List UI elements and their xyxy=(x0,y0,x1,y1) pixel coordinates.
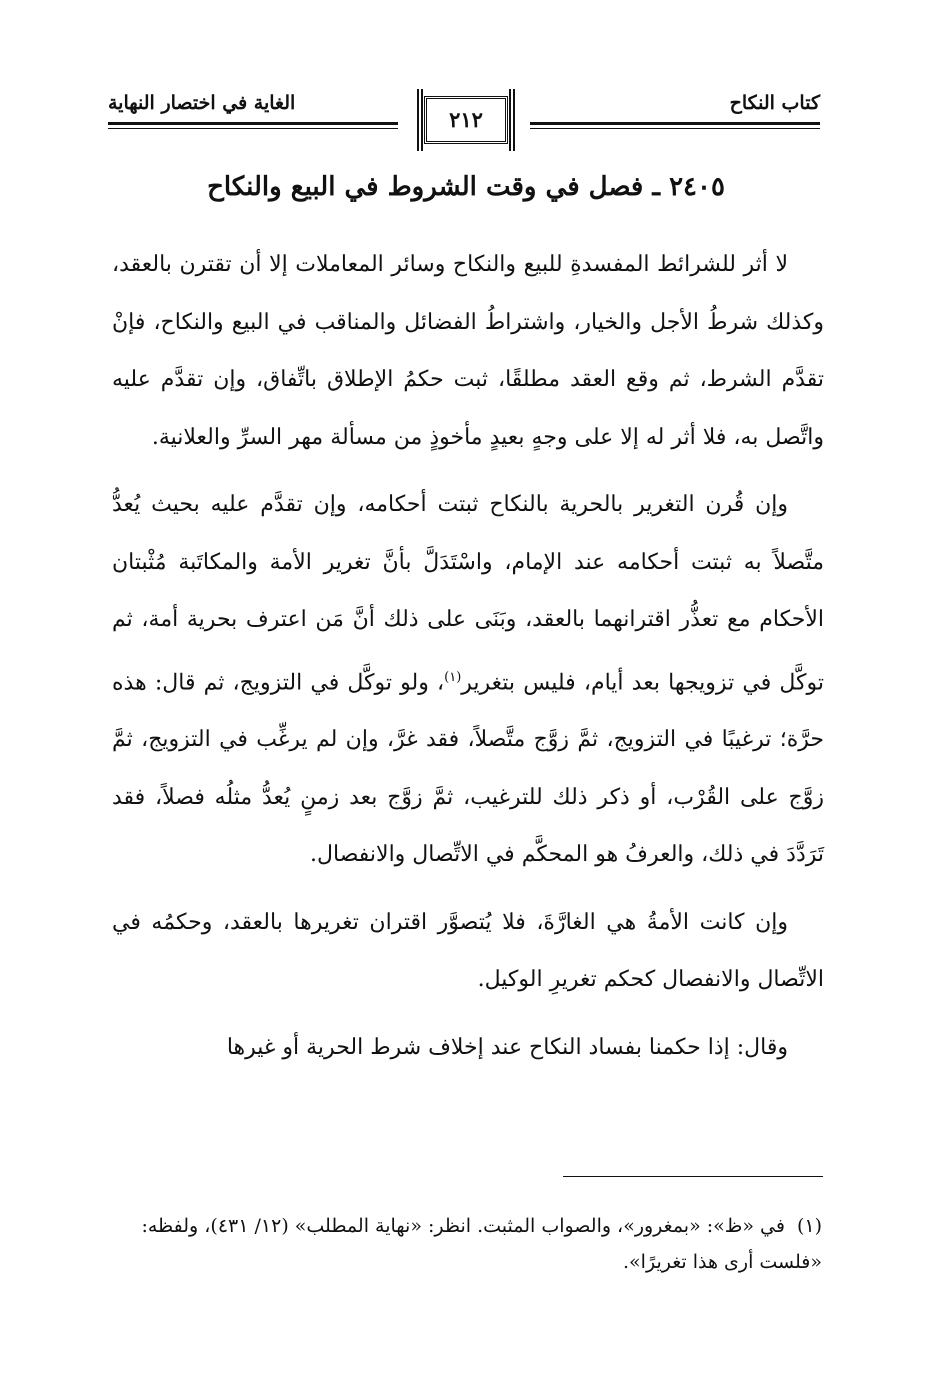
header-rule-left xyxy=(108,122,398,125)
paragraph-2-part-2: ، ولو توكَّل في التزويج، ثم قال: هذه حرَّة؛ ترغيبًا في التزويج، ثمَّ زوَّج متَّصلاً، فقد غرَّ، وإن لم يرغِّب في التزويج، ثمَّ زوَّج على القُرْب، أو ذكر ذلك للترغيب، ثمَّ زوَّج بعد زمنٍ يُعدُّ مثلُه فصلاً، فقد تَرَدَّدَ في ذلك، والعرفُ هو المحكَّم في الاتِّصال والانفصال. xyxy=(112,669,824,868)
body-text xyxy=(112,236,824,1086)
book-section-label: كتاب النكاح xyxy=(729,92,820,114)
page-number-frame xyxy=(424,96,508,144)
paragraph-3: وإن كانت الأمةُ هي الغارَّةَ، فلا يُتصوَّر اقتران تغريرها بالعقد، وحكمُه في الاتِّصال والانفصال كحكم تغريرِ الوكيل. xyxy=(112,909,824,993)
book-title-label: الغاية في اختصار النهاية xyxy=(108,92,296,114)
paragraph-2-part-1: وإن قُرن التغرير بالحرية بالنكاح ثبتت أحكامه، وإن تقدَّم عليه بحيث يُعدُّ متَّصلاً به ثبتت أحكامه عند الإمام، واسْتَدَلَّ بأنَّ تغرير الأمة والمكاتَبة مُثْبتان الأحكام مع تعذُّر اقترانهما بالعقد، وبَنَى على ذلك أنَّ مَن اعترف بحرية أمة، ثم توكَّل في تزويجها بعد أيام، فليس بتغرير xyxy=(112,492,824,695)
paragraph-4: وقال: إذا حكمنا بفساد النكاح عند إخلاف شرط الحرية أو غيرها xyxy=(226,1034,788,1060)
header-rule-right xyxy=(530,122,820,125)
section-title: ٢٤٠٥ ـ فصل في وقت الشروط في البيع والنكاح xyxy=(207,172,725,202)
footnote-divider xyxy=(563,1176,823,1177)
paragraph-2 xyxy=(112,476,824,884)
page-number: ٢١٢ xyxy=(449,107,483,132)
footnote-marker: (١) xyxy=(796,1215,822,1237)
footnote-text: في «ظ»: «بمغرور»، والصواب المثبت. انظر: «نهاية المطلب» (١٢/ ٤٣١)، ولفظه: «فلست أرى هذا تغريرًا». xyxy=(141,1215,822,1273)
footnote-reference[interactable]: (١) xyxy=(444,669,462,685)
footnote xyxy=(110,1208,822,1280)
paragraph-1: لا أثر للشرائط المفسدةِ للبيع والنكاح وسائر المعاملات إلا أن تقترن بالعقد، وكذلك شرطُ الأجل والخيار، واشتراطُ الفضائل والمناقب في البيع والنكاح، فإنْ تقدَّم الشرط، ثم وقع العقد مطلقًا، ثبت حكمُ الإطلاق باتِّفاق، وإن تقدَّم عليه واتَّصل به، فلا أثر له إلا على وجهٍ بعيدٍ مأخوذٍ من مسألة مهر السرِّ والعلانية. xyxy=(112,252,824,450)
